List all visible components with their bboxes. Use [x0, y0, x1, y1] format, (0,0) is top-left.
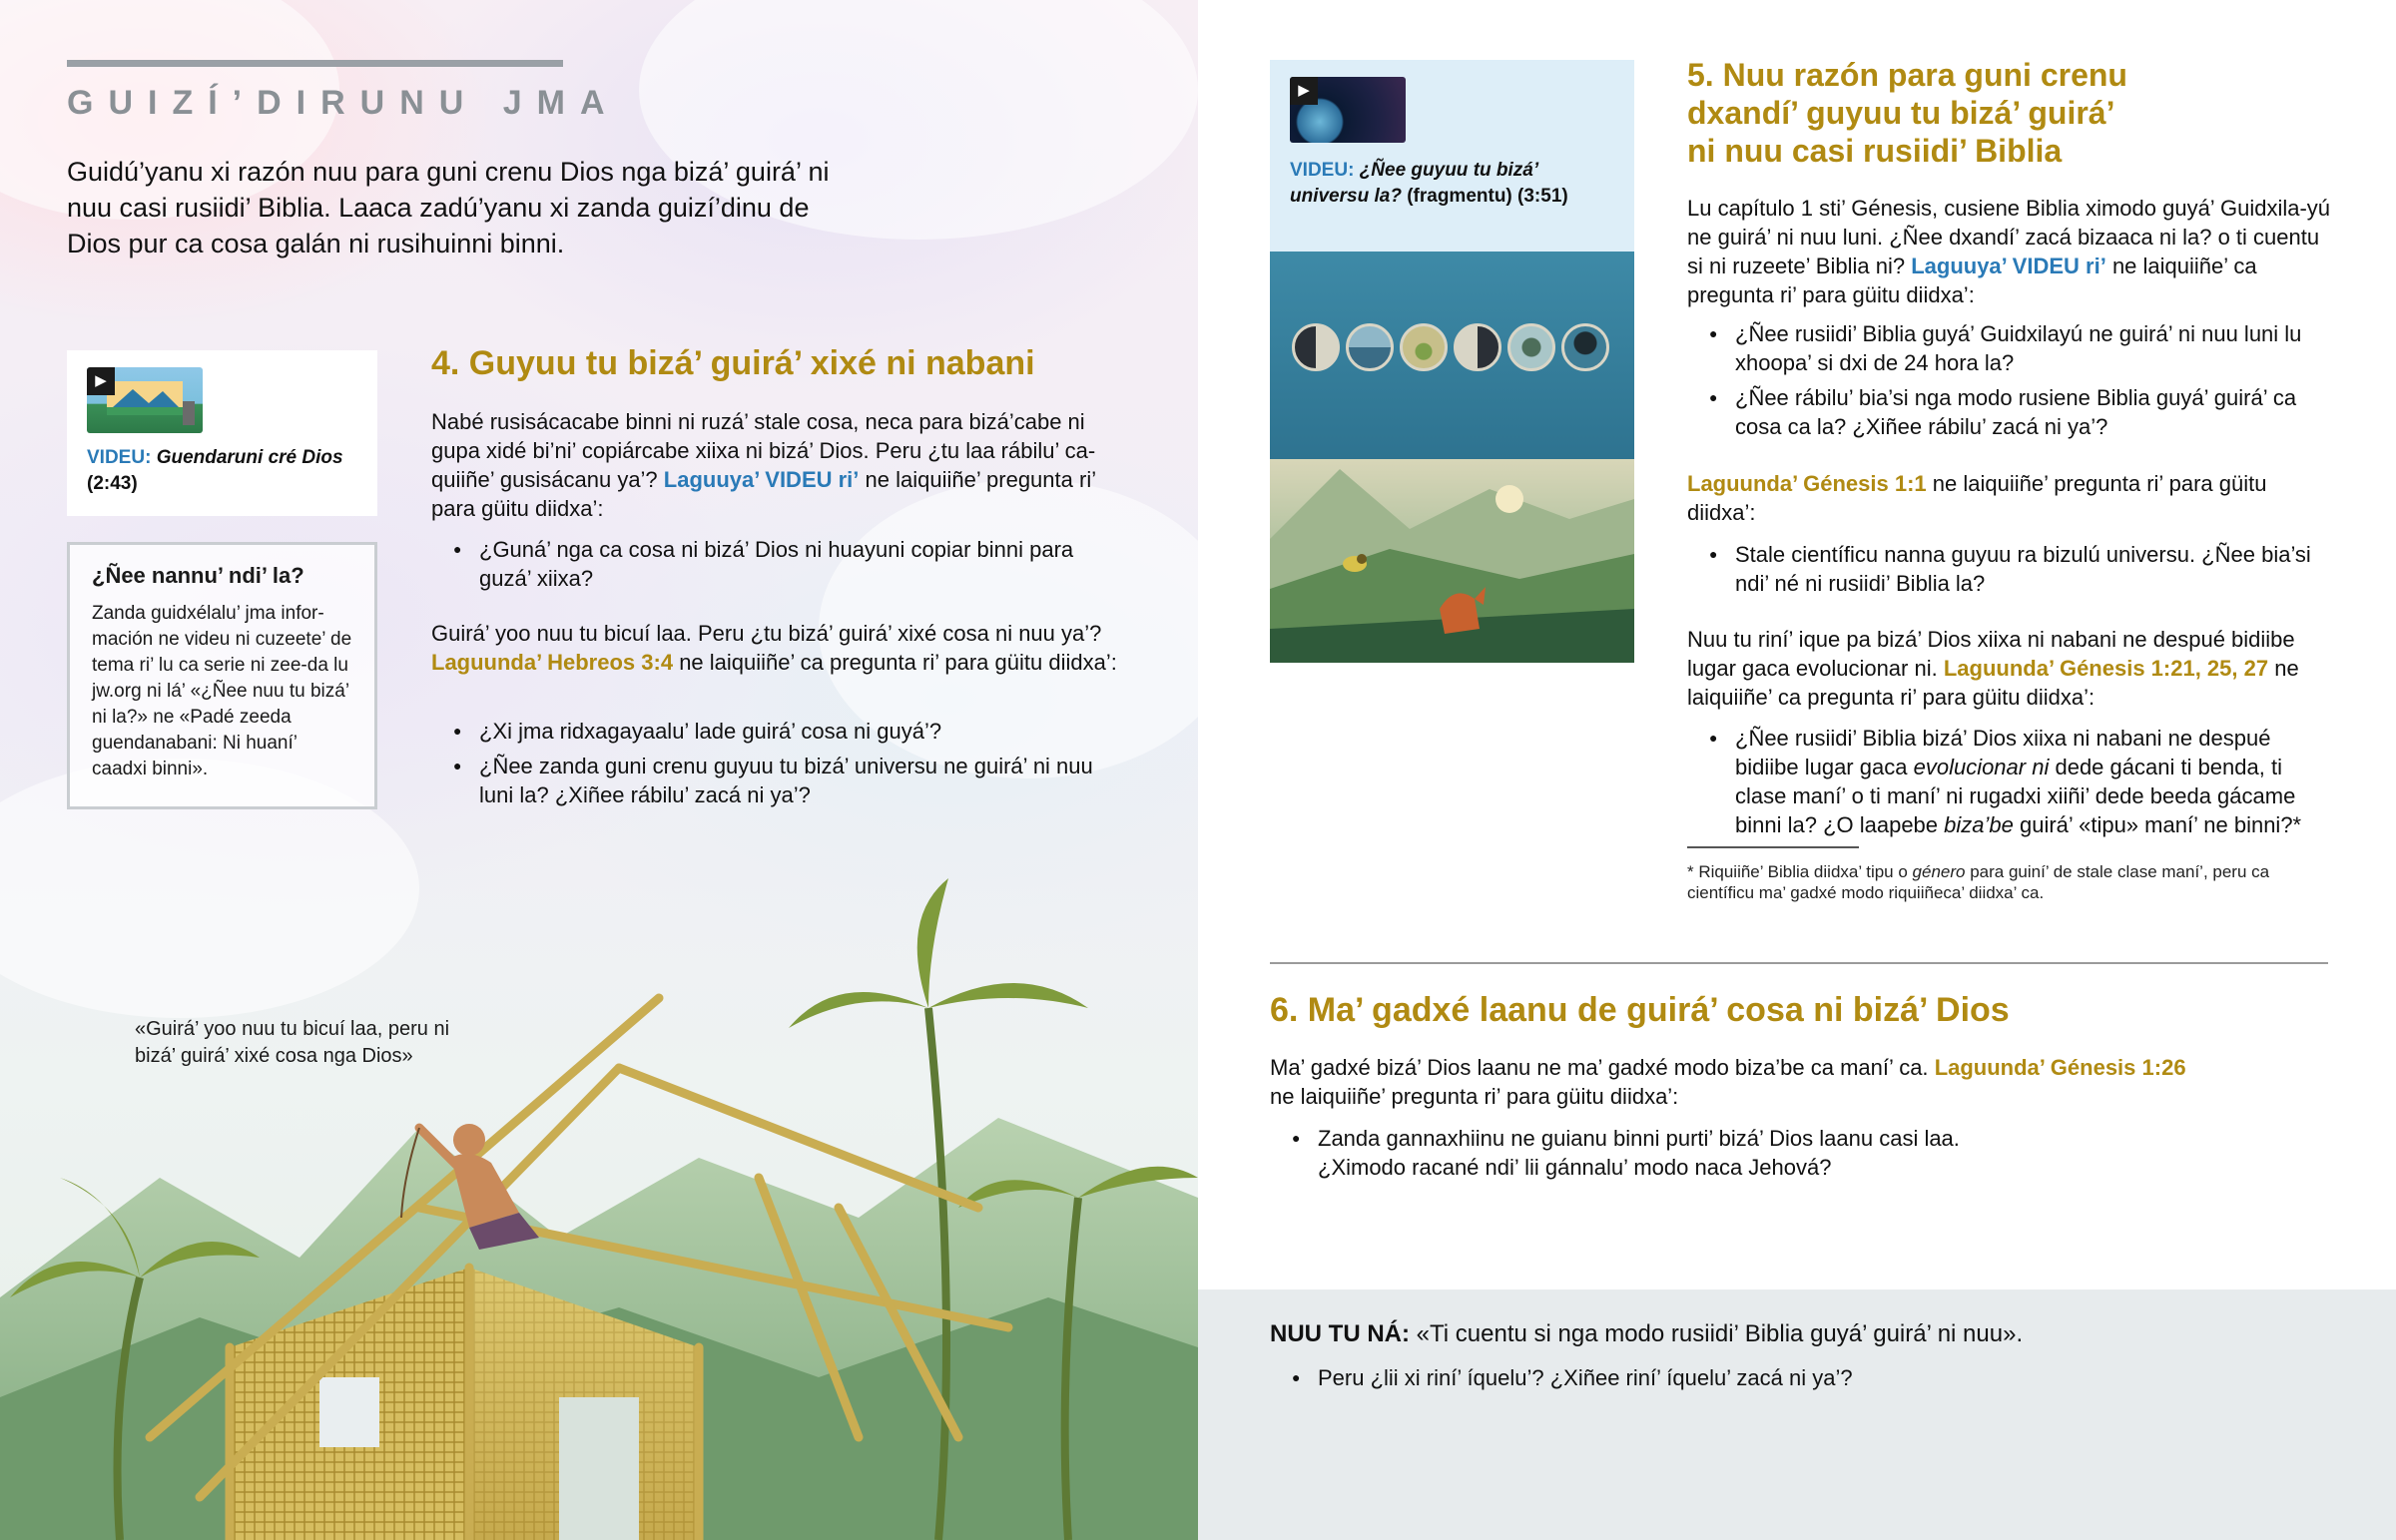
s5-p2-text-b: ne laiquiiñe’ pregunta ri’ para güitu diidxa’: [1687, 471, 2267, 525]
s5-p3-text-b: ne laiquiiñe’ ca pregunta ri’ para güitu diidxa’: [1687, 656, 2299, 710]
summary-text: «Ti cuentu si nga modo rusiidi’ Biblia guyá’ guirá’ ni nuu». [1416, 1320, 2024, 1347]
lesson-heading: GUIZÍ’DIRUNU JMA [67, 84, 620, 122]
video-duration: (2:43) [87, 473, 138, 494]
section-6-paragraph-1 [1270, 1053, 2328, 1111]
section-5-paragraph-1 [1687, 194, 2331, 309]
footnote-text-b: para guiní’ de stale clase maní’, peru ca científicu ma’ gadxé modo riquiiñeca’ diidxa’ ca. [1687, 862, 2270, 902]
s4-scripture-ref[interactable]: Laguunda’ Hebreos 3:4 [431, 650, 674, 675]
s5-b4-text-a: ¿Ñee rusiidi’ Biblia bizá’ Dios xiixa ni nabani ne despué bidiibe lugar gaca [1735, 726, 2271, 779]
day-luminaries-icon [1454, 323, 1501, 371]
s4-p2-text-b: ne laiquiiñe’ ca pregunta ri’ para güitu diidxa’: [679, 650, 1117, 675]
video-label: VIDEU: [87, 447, 152, 468]
sidebar-text: Zanda guidxélalu’ jma infor-mación ne videu ni cuzeete’ de tema ri’ lu ca serie ni zee-da lu jw.org ni lá’ «¿Ñee nuu tu bizá’ ni la?» ne «Padé zeeda guendanabani: Ni huaní’ caadxi binni». [92, 603, 352, 779]
video-label: VIDEU: [1290, 160, 1355, 181]
section-5-paragraph-2 [1687, 469, 2331, 527]
section-5-heading-line-1: 5. Nuu razón para guni crenu [1687, 57, 2127, 93]
house-builder-illustration [0, 878, 1198, 1540]
video-title[interactable]: ¿Ñee guyuu tu bizá’ universu la? [1290, 160, 1538, 207]
s6-p1-text-b: ne laiquiiñe’ pregunta ri’ para güitu diidxa’: [1270, 1084, 1679, 1109]
s6-p1-text-a: Ma’ gadxé bizá’ Dios laanu ne ma’ gadxé modo biza’be ca maní’ ca. [1270, 1055, 1929, 1080]
list-item: ● ¿Xi jma ridxagayaalu’ lade guirá’ cosa ni guyá’? [431, 717, 1110, 746]
list-item: ● ¿Guná’ nga ca cosa ni bizá’ Dios ni huayuni copiar binni para guzá’ xiixa? [431, 535, 1130, 593]
section-6-heading: 6. Ma’ gadxé laanu de guirá’ cosa ni bizá’ Dios [1270, 991, 2010, 1029]
sidebar-box [67, 542, 377, 809]
summary-label: NUU TU NÁ: [1270, 1320, 1410, 1347]
section-4-bullets-1 [431, 535, 1130, 599]
s4-p1-text-b: ne laiquiiñe’ pregunta ri’ para güitu diidxa’: [431, 467, 1096, 521]
list-item: ● Stale científicu nanna guyuu ra bizulú universu. ¿Ñee bia’si ndi’ né ni rusiidi’ Biblia la? [1687, 540, 2331, 598]
footnote-rule [1687, 846, 1859, 848]
section-6-bullets [1270, 1124, 2029, 1188]
s5-scripture-ref-2[interactable]: Laguunda’ Génesis 1:21, 25, 27 [1943, 656, 2269, 681]
summary-bullets [1270, 1363, 2328, 1398]
list-item: ● ¿Ñee rábilu’ bia’si nga modo rusiene Biblia guyá’ guirá’ ca cosa ca la? ¿Xiñee rábilu’ zacá ni ya’? [1687, 383, 2331, 441]
video-thumbnail[interactable] [87, 367, 203, 433]
video-caption [87, 445, 357, 497]
s5-b4-emphasis-2: biza’be [1944, 812, 2014, 837]
list-item [1687, 724, 2331, 839]
summary-statement [1270, 1319, 2328, 1348]
s4-p2-text-a: Guirá’ yoo nuu tu bicuí laa. Peru ¿tu bizá’ guirá’ xixé cosa ni nuu ya’? [431, 621, 1102, 646]
list-item: ● ¿Ñee zanda guni crenu guyuu tu bizá’ universu ne guirá’ ni nuu luni la? ¿Xiñee rábilu’ zacá ni ya’? [431, 752, 1110, 809]
day-birds-fish-icon [1507, 323, 1555, 371]
list-item: ● ¿Ñee rusiidi’ Biblia guyá’ Guidxilayú ne guirá’ ni nuu luni lu xhoopa’ si dxi de 24 hora la? [1687, 319, 2331, 377]
video-title[interactable]: Guendaruni cré Dios [156, 447, 343, 468]
section-5-bullets-3 [1687, 724, 2331, 845]
s5-video-link[interactable]: Laguuya’ VIDEU ri’ [1911, 254, 2106, 278]
s5-p1-text-a: Lu capítulo 1 sti’ Génesis, cusiene Biblia ximodo guyá’ Guidxila-yú ne guirá’ ni nuu luni. ¿Ñee dxandí’ zacá bizaaca ni la? o ti cuentu si ni ruzeete’ Biblia ni? [1687, 196, 2331, 278]
s5-b4-text-c: guirá’ «tipu» maní’ ne binni?* [2020, 812, 2302, 837]
video-panel-universu[interactable] [1270, 60, 1634, 663]
day-light-icon [1292, 323, 1340, 371]
footnote-emphasis: género [1912, 862, 1966, 881]
s5-b4-emphasis: evolucionar ni [1913, 755, 2050, 779]
section-4-paragraph-1 [431, 407, 1130, 523]
section-5-paragraph-3 [1687, 625, 2331, 712]
s5-b4-text-b: dede gácani ti benda, ti clase maní’ o ti maní’ ni rugadxi xiiñi’ dede beeda gácame binni la? ¿O laapebe [1735, 755, 2296, 837]
video-extra: (fragmentu) (3:51) [1407, 186, 1568, 207]
pull-quote: «Guirá’ yoo nuu tu bicuí laa, peru ni bizá’ guirá’ xixé cosa nga Dios» [135, 1018, 450, 1067]
day-plants-icon [1400, 323, 1448, 371]
s4-video-link[interactable]: Laguuya’ VIDEU ri’ [663, 467, 860, 492]
sidebar-title: ¿Ñee nannu’ ndi’ la? [92, 563, 304, 588]
footnote [1687, 861, 2286, 903]
s4-p1-text-a: Nabé rusisácacabe binni ni ruzá’ stale cosa, neca para bizá’cabe ni gupa xidé bi’ni’ copiárcabe xiixa ni bizá’ Dios. Peru ¿tu laa rábilu’ ca-quiiñe’ gusisácanu ya’? [431, 409, 1096, 492]
section-4-heading: 4. Guyuu tu bizá’ guirá’ xixé ni nabani [431, 344, 1035, 382]
section-5-bullets-2 [1687, 540, 2331, 604]
section-4-paragraph-2 [431, 619, 1130, 677]
lesson-heading-rule [67, 60, 563, 67]
intro-paragraph: Guidú’yanu xi razón nuu para guni crenu Dios nga bizá’ guirá’ ni nuu casi rusiidi’ Biblia. Laaca zadú’yanu xi zanda guizí’dinu de Dios pur ca cosa galán ni rusihuinni binni. [67, 157, 830, 258]
video-card-guendaruni[interactable] [67, 350, 377, 516]
nature-scene-illustration [1270, 459, 1634, 663]
day-animals-man-icon [1561, 323, 1609, 371]
play-icon[interactable]: ▶ [87, 367, 115, 395]
section-4-bullets-2 [431, 717, 1110, 815]
footnote-text-a: * Riquiiñe’ Biblia diidxa’ tipu o [1687, 862, 1908, 881]
video-caption [1290, 158, 1609, 210]
s6-scripture-ref[interactable]: Laguunda’ Génesis 1:26 [1934, 1055, 2186, 1080]
section-5-heading-line-2: dxandí’ guyuu tu bizá’ guirá’ [1687, 95, 2115, 131]
play-icon[interactable]: ▶ [1290, 77, 1318, 105]
video-thumbnail[interactable] [1290, 77, 1406, 143]
list-item: ● Zanda gannaxhiinu ne guianu binni purti’ bizá’ Dios laanu casi laa. ¿Ximodo racané ndi’ lii gánnalu’ modo naca Jehová? [1270, 1124, 2029, 1182]
section-divider [1270, 962, 2328, 964]
s5-p3-text-a: Nuu tu riní’ ique pa bizá’ Dios xiixa ni nabani ne despué bidiibe lugar gaca evolucionar ni. [1687, 627, 2295, 681]
day-waters-icon [1346, 323, 1394, 371]
s5-p1-text-b: ne laiquiiñe’ ca pregunta ri’ para güitu diidxa’: [1687, 254, 2257, 307]
s5-scripture-ref-1[interactable]: Laguunda’ Génesis 1:1 [1687, 471, 1927, 496]
creation-days-band [1270, 252, 1634, 459]
list-item: ● Peru ¿lii xi riní’ íquelu’? ¿Xiñee riní’ íquelu’ zacá ni ya’? [1270, 1363, 2328, 1392]
section-5-bullets-1 [1687, 319, 2331, 447]
section-5-heading-line-3: ni nuu casi rusiidi’ Biblia [1687, 133, 2063, 169]
section-5-heading [1687, 56, 2206, 170]
